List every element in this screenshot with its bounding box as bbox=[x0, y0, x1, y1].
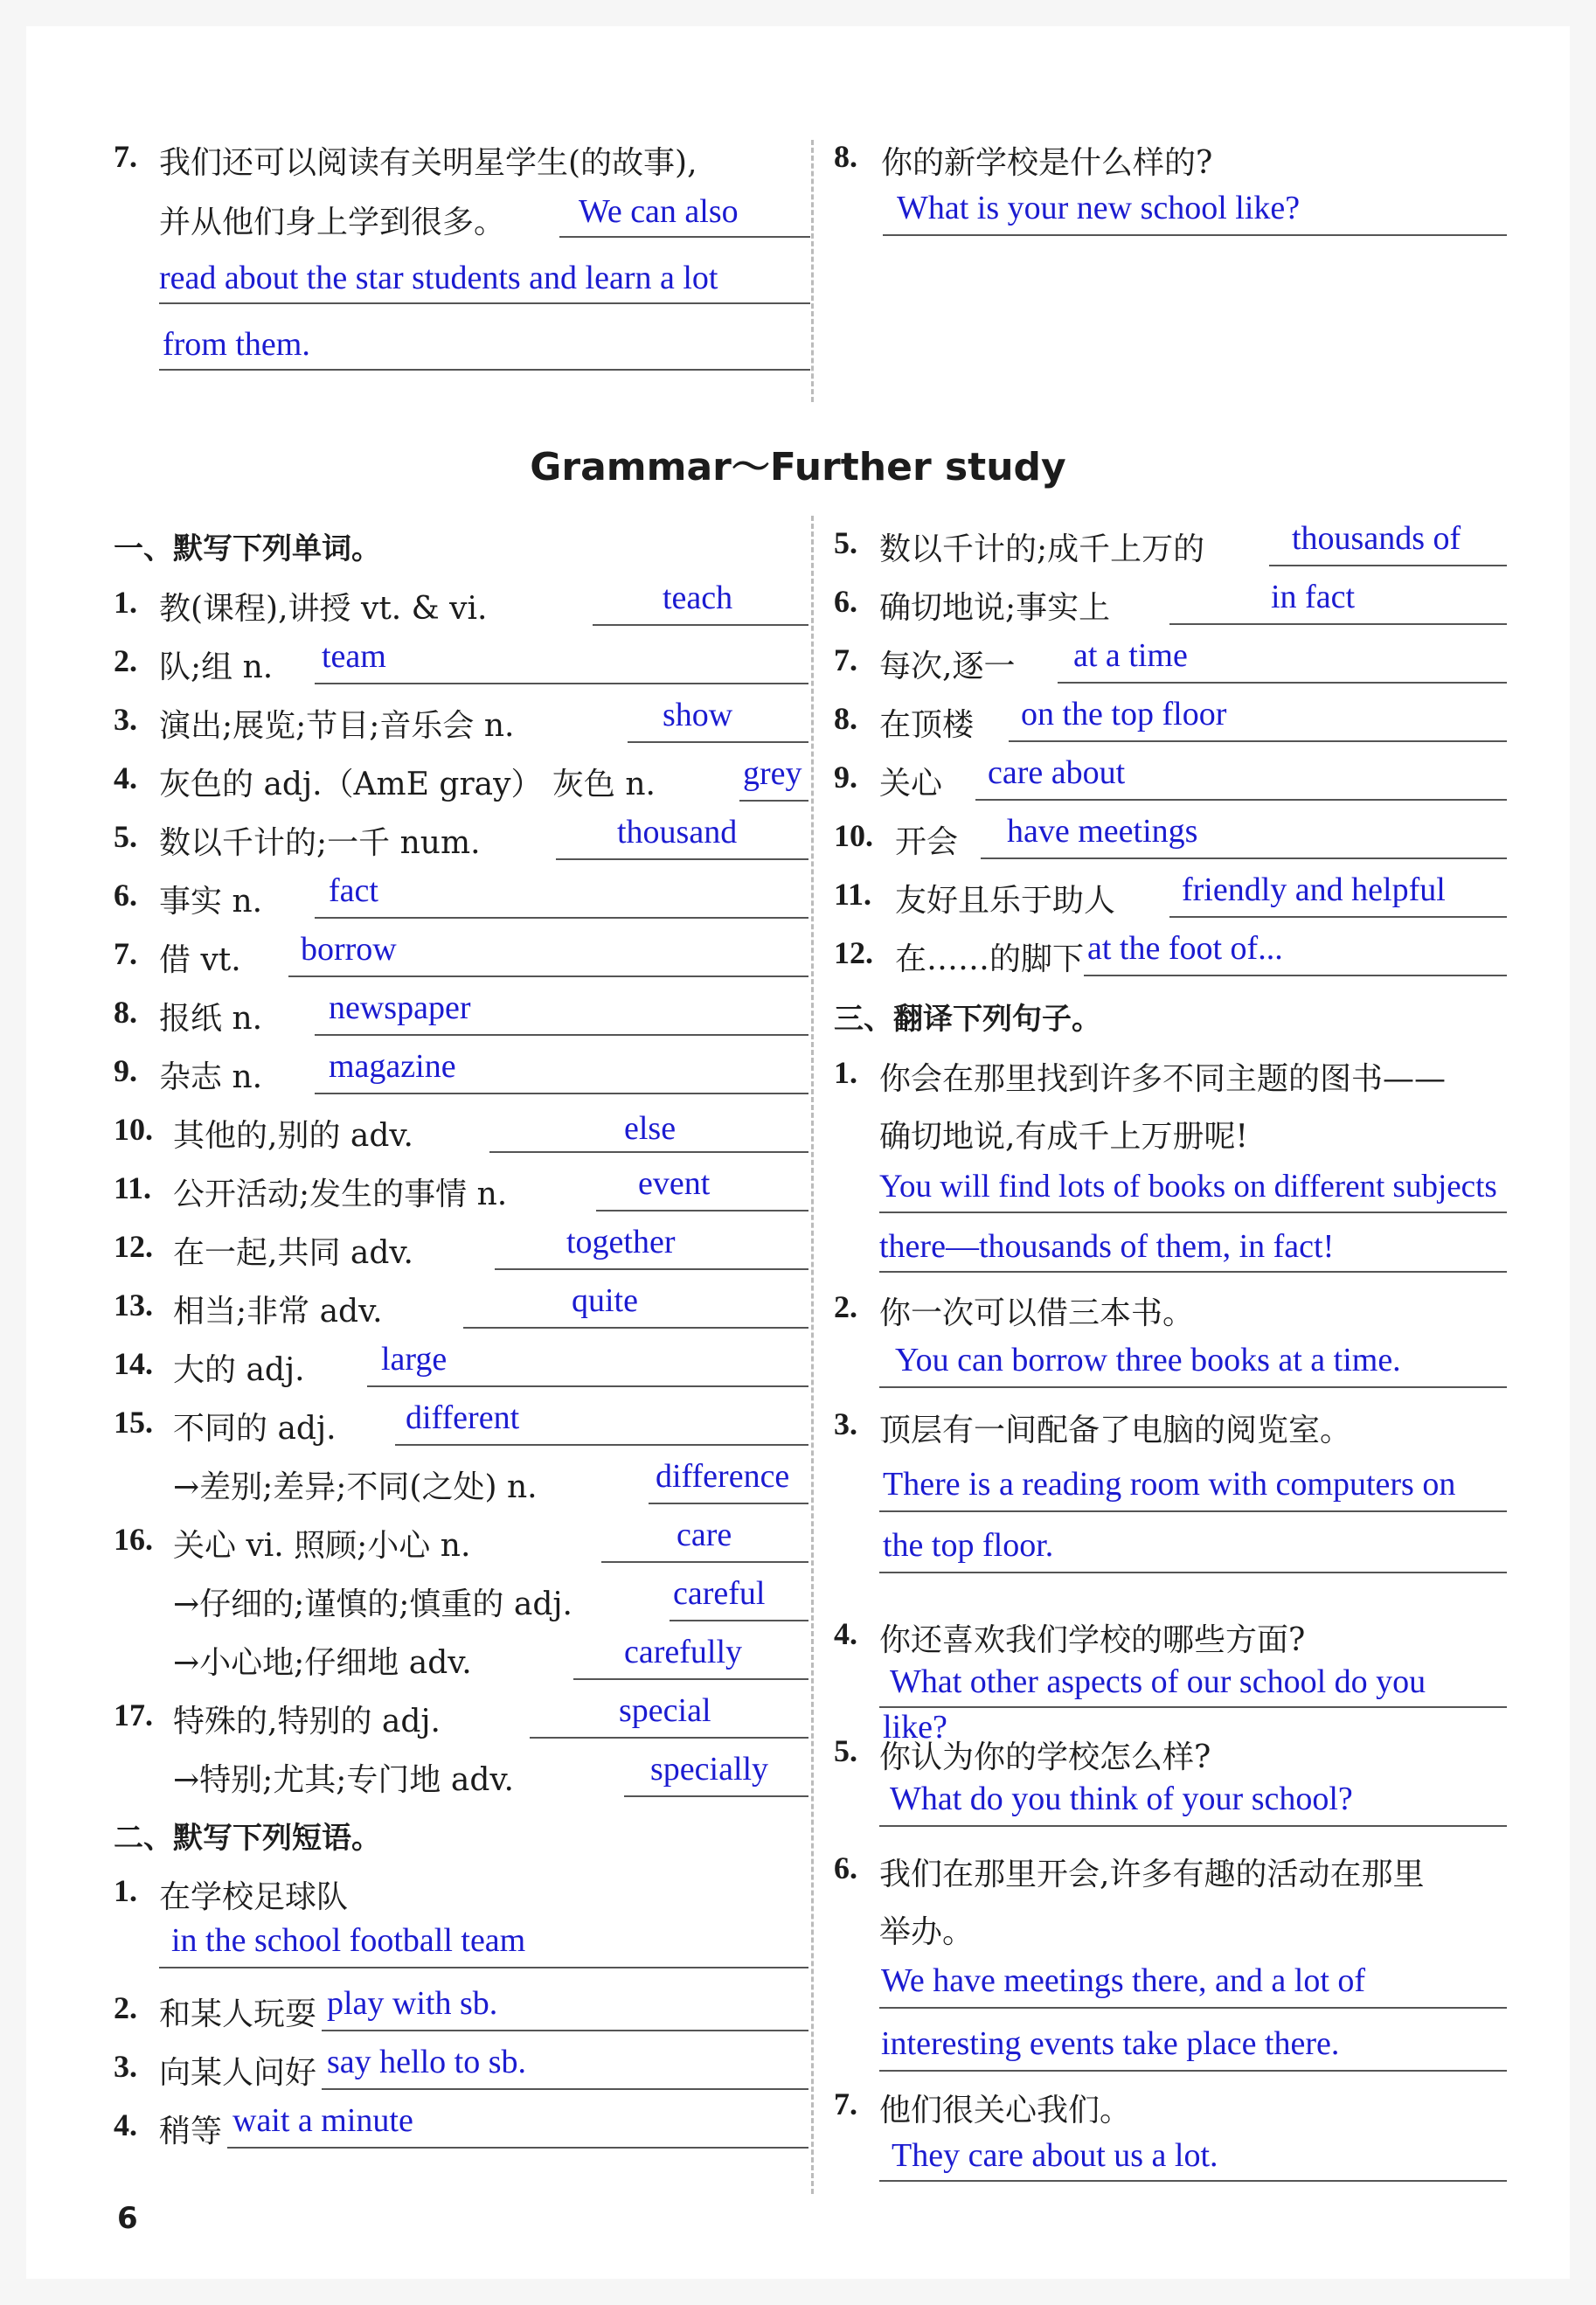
item-prompt-cont: 确切地说,有成千上万册呢! bbox=[879, 1119, 1248, 1155]
word-item bbox=[114, 1163, 813, 1215]
item-answer: There is a reading room with computers on bbox=[883, 1466, 1456, 1503]
answer-underline bbox=[879, 2070, 1507, 2072]
item-answer-cont: interesting events take place there. bbox=[881, 2025, 1340, 2062]
item-number: 8. bbox=[114, 995, 137, 1030]
item-prompt: 不同的 adj. bbox=[173, 1411, 337, 1447]
item-number: 1. bbox=[834, 1055, 857, 1090]
answer-underline bbox=[322, 2030, 808, 2031]
word-item bbox=[114, 1045, 813, 1098]
item-number: 8. bbox=[834, 701, 857, 736]
item-prompt: 关心 vi. 照顾;小心 n. bbox=[173, 1528, 471, 1564]
answer-underline bbox=[1169, 623, 1507, 625]
answer-underline bbox=[367, 1385, 808, 1387]
item-prompt: 公开活动;发生的事情 n. bbox=[173, 1177, 508, 1212]
word-item bbox=[114, 694, 813, 746]
item-prompt: 在学校足球队 bbox=[159, 1879, 349, 1915]
q7-answer-line1: We can also bbox=[579, 193, 739, 230]
item-answer: You will find lots of books on different subjects bbox=[879, 1169, 1497, 1205]
q7-chinese-line1: 我们还可以阅读有关明星学生(的故事), bbox=[159, 145, 697, 181]
item-number: 1. bbox=[114, 585, 137, 620]
answer-underline bbox=[530, 1737, 808, 1739]
item-answer: newspaper bbox=[329, 989, 471, 1026]
item-prompt: 关心 bbox=[879, 766, 943, 802]
item-prompt: 他们很关心我们。 bbox=[879, 2093, 1132, 2128]
answer-underline bbox=[975, 799, 1507, 801]
item-prompt: 相当;非常 adv. bbox=[173, 1294, 383, 1330]
item-prompt: 开会 bbox=[895, 824, 959, 860]
item-number: 5. bbox=[834, 1733, 857, 1768]
word-item bbox=[114, 1397, 813, 1449]
phrase-item bbox=[834, 810, 1533, 863]
item-prompt: 大的 adj. bbox=[173, 1352, 305, 1388]
item-prompt: 每次,逐一 bbox=[879, 649, 1016, 684]
item-number: 16. bbox=[114, 1522, 153, 1557]
item-answer: in the school football team bbox=[171, 1922, 526, 1959]
q7-chinese-line2: 并从他们身上学到很多。 bbox=[159, 205, 506, 240]
item-answer: specially bbox=[650, 1751, 769, 1788]
item-answer-cont: the top floor. bbox=[883, 1527, 1054, 1564]
item-prompt: 报纸 n. bbox=[159, 1001, 263, 1037]
item-prompt: →差别;差异;不同(之处) n. bbox=[173, 1469, 538, 1505]
item-prompt: 灰色的 adj.（AmE gray） 灰色 n. bbox=[159, 767, 656, 802]
item-answer: thousands of bbox=[1292, 520, 1461, 557]
item-prompt: 向某人问好 bbox=[159, 2055, 317, 2091]
top-column-divider bbox=[811, 140, 814, 402]
item-number: 1. bbox=[114, 1873, 137, 1908]
answer-underline bbox=[227, 2147, 808, 2149]
answer-underline bbox=[624, 1795, 808, 1797]
answer-underline bbox=[315, 1034, 808, 1036]
answer-underline bbox=[556, 858, 808, 860]
answer-underline bbox=[879, 1572, 1507, 1573]
answer-underline bbox=[1058, 682, 1507, 684]
phrase-item bbox=[834, 752, 1533, 804]
answer-underline bbox=[573, 1678, 808, 1680]
item-prompt: 你还喜欢我们学校的哪些方面? bbox=[879, 1622, 1306, 1658]
item-answer: at the foot of... bbox=[1087, 930, 1283, 967]
item-answer: quite bbox=[572, 1282, 638, 1319]
item-number: 7. bbox=[834, 2086, 857, 2121]
word-item bbox=[114, 1455, 813, 1508]
item-answer: show bbox=[663, 697, 733, 733]
answer-underline bbox=[1169, 916, 1507, 918]
phrase-item bbox=[114, 2100, 813, 2152]
answer-underline bbox=[879, 1212, 1507, 1213]
item-prompt: 其他的,别的 adv. bbox=[173, 1118, 413, 1154]
item-answer: at a time bbox=[1073, 637, 1188, 674]
answer-underline bbox=[159, 1967, 808, 1968]
answer-underline bbox=[879, 1706, 1507, 1708]
item-prompt: 你一次可以借三本书。 bbox=[879, 1295, 1195, 1331]
item-answer: care about bbox=[988, 754, 1126, 791]
answer-underline bbox=[670, 1620, 808, 1621]
item-answer: different bbox=[406, 1399, 520, 1436]
item-prompt-cont: 举办。 bbox=[879, 1914, 975, 1950]
q8-chinese: 你的新学校是什么样的? bbox=[881, 145, 1213, 181]
item-answer: friendly and helpful bbox=[1182, 871, 1446, 908]
answer-underline bbox=[649, 1503, 808, 1504]
answer-underline bbox=[879, 2180, 1507, 2182]
worksheet-page bbox=[26, 26, 1570, 2279]
item-number: 2. bbox=[114, 643, 137, 678]
item-number: 12. bbox=[834, 935, 873, 970]
q7-underline-2 bbox=[159, 302, 810, 304]
item-prompt: 确切地说;事实上 bbox=[879, 590, 1111, 626]
section2-heading: 二、默写下列短语。 bbox=[114, 1821, 381, 1856]
item-answer: care bbox=[677, 1517, 732, 1553]
answer-underline bbox=[495, 1268, 808, 1270]
answer-underline bbox=[628, 741, 808, 743]
q7-answer-line3: from them. bbox=[163, 326, 310, 363]
phrase-item bbox=[114, 1982, 813, 2035]
word-item bbox=[114, 1631, 813, 1684]
item-prompt: 和某人玩耍 bbox=[159, 1996, 317, 2032]
word-item bbox=[114, 1514, 813, 1566]
item-prompt: 杂志 n. bbox=[159, 1059, 263, 1095]
item-prompt: 稍等 bbox=[159, 2114, 223, 2149]
item-answer: thousand bbox=[617, 814, 738, 850]
item-prompt: 演出;展览;节目;音乐会 n. bbox=[159, 708, 515, 744]
item-prompt: 特殊的,特别的 adj. bbox=[173, 1704, 441, 1739]
item-prompt: 在顶楼 bbox=[879, 707, 975, 743]
q7-number: 7. bbox=[114, 139, 137, 174]
q8-underline bbox=[883, 234, 1507, 236]
answer-underline bbox=[1084, 975, 1507, 976]
answer-underline bbox=[463, 1327, 808, 1329]
item-prompt: →仔细的;谨慎的;慎重的 adj. bbox=[173, 1586, 572, 1622]
item-prompt: 借 vt. bbox=[159, 942, 241, 978]
item-prompt: 你认为你的学校怎么样? bbox=[879, 1739, 1211, 1775]
item-number: 14. bbox=[114, 1346, 153, 1381]
item-answer: You can borrow three books at a time. bbox=[895, 1342, 1401, 1378]
phrase-item bbox=[834, 869, 1533, 921]
item-number: 3. bbox=[834, 1406, 857, 1441]
section1-heading: 一、默写下列单词。 bbox=[114, 531, 381, 566]
item-number: 3. bbox=[114, 2049, 137, 2084]
item-answer: else bbox=[624, 1110, 677, 1147]
item-answer: say hello to sb. bbox=[327, 2044, 526, 2080]
answer-underline bbox=[981, 857, 1507, 859]
item-answer: on the top floor bbox=[1021, 696, 1227, 732]
section3-heading: 三、翻译下列句子。 bbox=[834, 1002, 1101, 1037]
item-answer: fact bbox=[329, 872, 378, 909]
item-number: 6. bbox=[834, 1850, 857, 1885]
item-number: 2. bbox=[834, 1289, 857, 1324]
item-number: 13. bbox=[114, 1288, 153, 1323]
q8-number: 8. bbox=[834, 139, 857, 174]
item-number: 9. bbox=[114, 1053, 137, 1088]
item-number: 6. bbox=[114, 878, 137, 913]
phrase-item bbox=[114, 1865, 813, 1970]
item-number: 6. bbox=[834, 584, 857, 619]
item-number: 7. bbox=[114, 936, 137, 971]
word-item bbox=[114, 635, 813, 688]
item-number: 11. bbox=[114, 1170, 152, 1205]
item-answer: large bbox=[381, 1341, 448, 1378]
item-answer-cont: there—thousands of them, in fact! bbox=[879, 1228, 1335, 1265]
word-item bbox=[114, 928, 813, 981]
answer-underline bbox=[322, 2088, 808, 2090]
item-prompt: 队;组 n. bbox=[159, 649, 274, 685]
item-prompt: 友好且乐于助人 bbox=[895, 883, 1116, 919]
item-answer: We have meetings there, and a lot of bbox=[881, 1962, 1366, 1999]
item-answer: event bbox=[638, 1165, 711, 1202]
q7-underline-3 bbox=[159, 369, 810, 371]
phrase-item bbox=[114, 2041, 813, 2093]
word-item bbox=[114, 577, 813, 629]
item-answer: team bbox=[322, 638, 386, 675]
item-prompt: 我们在那里开会,许多有趣的活动在那里 bbox=[879, 1857, 1425, 1892]
section-title: Grammar～Further study bbox=[530, 445, 1066, 489]
item-answer: have meetings bbox=[1007, 813, 1198, 850]
item-number: 3. bbox=[114, 702, 137, 737]
item-prompt: →小心地;仔细地 adv. bbox=[173, 1645, 472, 1681]
q8-answer: What is your new school like? bbox=[897, 190, 1301, 226]
word-item bbox=[114, 1748, 813, 1801]
item-number: 2. bbox=[114, 1990, 137, 2025]
item-number: 9. bbox=[834, 760, 857, 795]
phrase-item bbox=[834, 927, 1533, 980]
phrase-item bbox=[834, 693, 1533, 746]
item-answer: They care about us a lot. bbox=[892, 2137, 1218, 2174]
word-item bbox=[114, 1104, 813, 1156]
item-answer: teach bbox=[663, 580, 733, 616]
phrase-item bbox=[834, 635, 1533, 687]
item-number: 11. bbox=[834, 877, 872, 912]
item-answer: magazine bbox=[329, 1048, 456, 1085]
item-number: 4. bbox=[834, 1616, 857, 1651]
item-number: 7. bbox=[834, 642, 857, 677]
answer-underline bbox=[596, 1210, 808, 1212]
answer-underline bbox=[315, 683, 808, 684]
item-number: 17. bbox=[114, 1698, 153, 1732]
item-prompt: 在一起,共同 adv. bbox=[173, 1235, 413, 1271]
item-prompt: 事实 n. bbox=[159, 884, 263, 920]
word-item bbox=[114, 1221, 813, 1274]
word-item bbox=[114, 1690, 813, 1742]
q7-underline-1 bbox=[559, 236, 810, 238]
answer-underline bbox=[593, 624, 808, 626]
page-number: 6 bbox=[117, 2201, 138, 2236]
word-item bbox=[114, 1280, 813, 1332]
item-prompt: 数以千计的;成千上万的 bbox=[879, 531, 1205, 567]
answer-underline bbox=[1269, 565, 1507, 566]
answer-underline bbox=[601, 1561, 808, 1563]
answer-underline bbox=[879, 1825, 1507, 1827]
item-number: 5. bbox=[114, 819, 137, 854]
phrase-item bbox=[834, 576, 1533, 628]
answer-underline bbox=[879, 1271, 1507, 1273]
item-answer: What other aspects of our school do you bbox=[890, 1663, 1426, 1700]
item-answer: wait a minute bbox=[232, 2102, 413, 2139]
answer-underline bbox=[315, 917, 808, 919]
answer-underline bbox=[879, 1510, 1507, 1512]
item-prompt: 顶层有一间配备了电脑的阅览室。 bbox=[879, 1413, 1352, 1448]
answer-underline bbox=[489, 1151, 808, 1153]
item-number: 15. bbox=[114, 1405, 153, 1440]
item-answer: What do you think of your school? bbox=[890, 1781, 1353, 1817]
word-item bbox=[114, 987, 813, 1039]
item-answer: borrow bbox=[301, 931, 397, 968]
answer-underline bbox=[315, 1093, 808, 1094]
item-number: 10. bbox=[114, 1112, 153, 1147]
word-item bbox=[114, 1338, 813, 1391]
item-answer: in fact bbox=[1271, 579, 1356, 615]
q7-answer-line2: read about the star students and learn a lot bbox=[159, 260, 718, 296]
word-item bbox=[114, 811, 813, 864]
item-answer: together bbox=[566, 1224, 676, 1260]
item-number: 5. bbox=[834, 525, 857, 560]
item-answer: difference bbox=[656, 1458, 790, 1495]
item-number: 4. bbox=[114, 2107, 137, 2142]
item-prompt: 你会在那里找到许多不同主题的图书—— bbox=[879, 1061, 1447, 1097]
answer-underline bbox=[288, 975, 808, 977]
item-prompt: 在……的脚下 bbox=[895, 941, 1085, 977]
item-answer: special bbox=[619, 1692, 711, 1729]
word-item bbox=[114, 753, 813, 805]
item-answer: play with sb. bbox=[327, 1985, 498, 2022]
item-number: 4. bbox=[114, 760, 137, 795]
item-answer: grey bbox=[743, 755, 802, 792]
word-item bbox=[114, 870, 813, 922]
answer-underline bbox=[879, 1386, 1507, 1388]
item-prompt: 教(课程),讲授 vt. & vi. bbox=[159, 591, 488, 627]
answer-underline bbox=[395, 1444, 808, 1446]
item-prompt: →特别;尤其;专门地 adv. bbox=[173, 1762, 514, 1798]
phrase-item bbox=[834, 517, 1533, 570]
word-item bbox=[114, 1573, 813, 1625]
item-prompt: 数以千计的;一千 num. bbox=[159, 825, 481, 861]
item-answer: carefully bbox=[624, 1634, 743, 1670]
item-number: 10. bbox=[834, 818, 873, 853]
item-number: 12. bbox=[114, 1229, 153, 1264]
item-answer: careful bbox=[673, 1575, 766, 1612]
answer-underline bbox=[879, 2007, 1507, 2009]
answer-underline bbox=[1009, 740, 1507, 742]
answer-underline bbox=[739, 800, 808, 802]
item-answer-cont: like? bbox=[883, 1709, 947, 1746]
